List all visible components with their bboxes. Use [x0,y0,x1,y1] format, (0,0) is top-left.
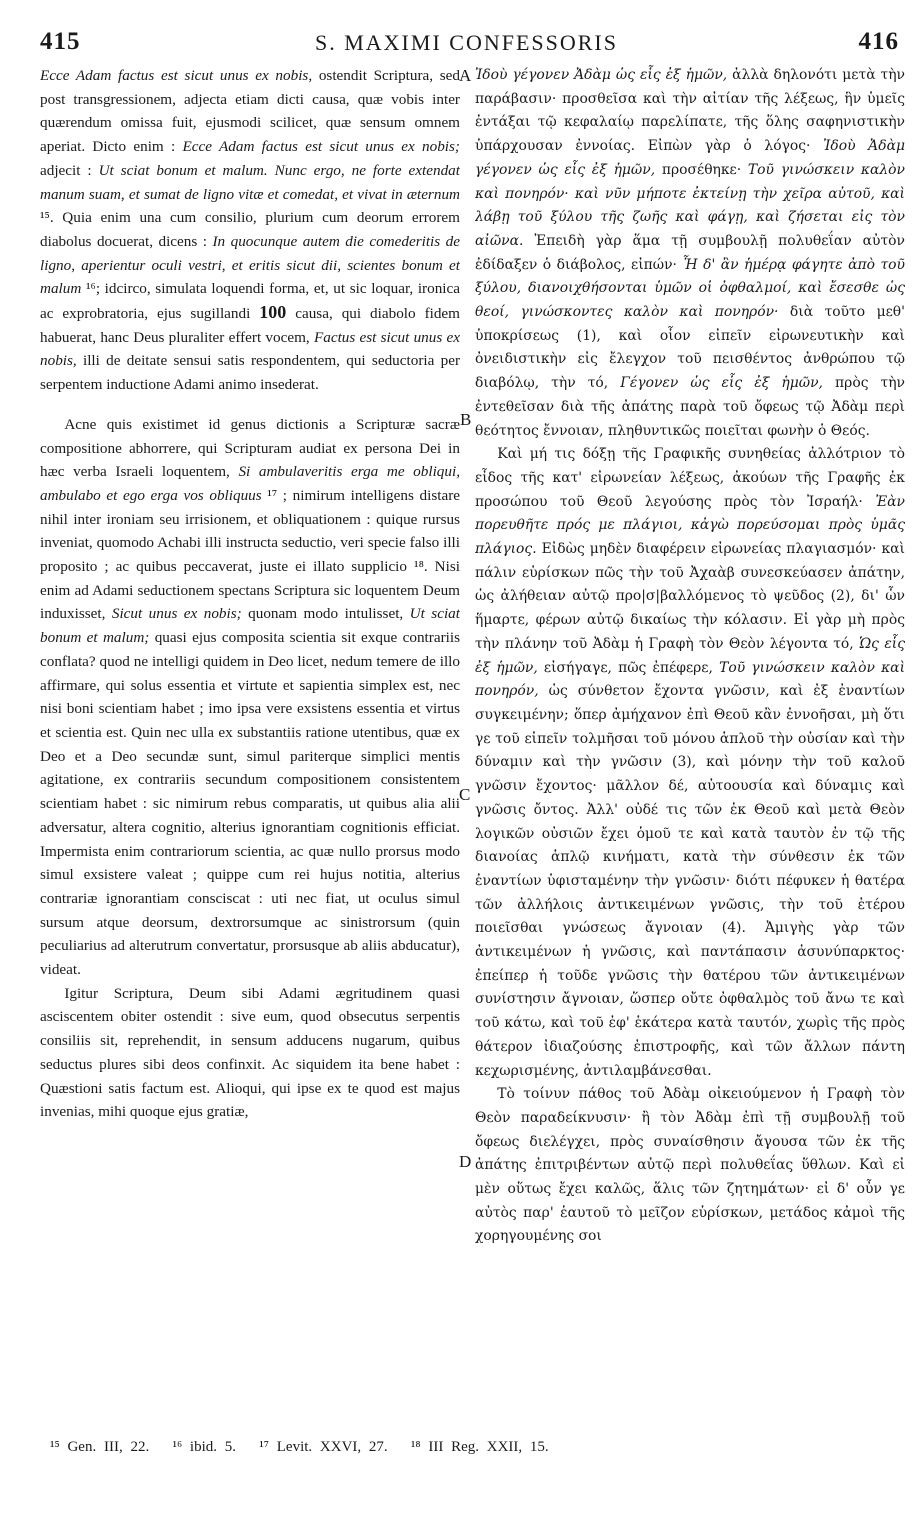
greek-paragraph-2: Καὶ μή τις δόξῃ τῆς Γραφικῆς συνηθείας ἀλλότριον τὸ εἶδος τῆς κατ' εἰρωνείαν λέξεως, ἀκούων τῆς Γραφῆς ἐκ προσώπου τοῦ Θεοῦ λεγούσης πρὸς τὸν Ἰσραήλ· Ἐὰν πορευθῆτε πρός με πλάγιοι, κἀγὼ πορεύσομαι πρὸς ὑμᾶς πλάγιος. Εἰδὼς μηδὲν διαφέρειν εἰρωνείας πλαγιασμόν· καὶ πάλιν εὑρίσκων πῶς τὴν τοῦ Ἀχαὰβ συνεσκεύασεν ἀπάτην, ὡς ἀλήθειαν αὐτῷ προ|σ|βαλλόμενος τὸ ψεῦδος (2), δι' ὧν ἥμαρτε, φέρων αὐτῷ δικαίως τὴν κόλασιν. Εἰ γὰρ μὴ πρὸς τὴν πλάνην τοῦ Ἀδὰμ ἡ Γραφὴ τὸν Θεὸν λέγοντα τό, Ὡς εἷς ἐξ ἡμῶν, εἰσήγαγε, πῶς ἐπέφερε, Τοῦ γινώσκειν καλὸν καὶ πονηρόν, ὡς σύνθετον ἔχοντα γνῶσιν, καὶ ἐξ ἐναντίων συγκειμένην; ὅπερ ἀμήχανον ἐπὶ Θεοῦ κἂν ἐννοῆσαι, μὴ ὅτι γε τοῦ εἰπεῖν τολμῆσαι τοῦ μόνου ἁπλοῦ τὴν οὐσίαν καὶ τὴν δύναμιν καὶ τὴν γνῶσιν (3), καὶ μόνην τὴν τοῦ καλοῦ γνῶσιν ἔχοντος· μᾶλλον δέ, αὐτοουσία καὶ δύναμις καὶ γνῶσις ὄντος. Ἀλλ' οὐδέ τις τῶν ἐκ Θεοῦ καὶ μετὰ Θεὸν λογικῶν οὐσιῶν ἔχει ὁμοῦ τε καὶ κατὰ ταυτὸν ἐν τῷ τῆς διανοίας ἁπλῷ κινήματι, κατὰ τὴν σύνθεσιν ἐκ τῶν ἐναντίων ὑφισταμένην τὴν γνῶσιν· διότι πέφυκεν ἡ θατέρα τῶν ἀλλήλοις ἀντικειμένων γνῶσις, τὴν τοῦ ἑτέρου ποιεῖσθαι γνώσεως ἄγνοιαν (4). Ἀμιγὴς γὰρ τῶν ἀντικειμένων ἡ γνῶσις, καὶ παντάπασιν ἀσυνύπαρκτος· ἐπείπερ ἡ τοῦδε γνῶσις τὴν θατέρου τῶν ἀντικειμένων συνίστησιν ἄγνοιαν, ὥσπερ οὔτε ὀφθαλμὸς τοῦ ἄνω τε καὶ τοῦ κάτω, καὶ τοῦ ἐφ' ἑκάτερα κατὰ ταυτόν, χωρὶς τῆς πρὸς θάτερον ἰδιαζούσης ἐπιστροφῆς, καὶ τῶν ἄλλων πάντη κεχωρισμένης, ἀντιλαμβάνεσθαι. [475,446,905,1079]
latin-paragraph-3: Igitur Scriptura, Deum sibi Adami ægritudinem quasi asciscentem obiter ostendit : sive eum, quod obsecutus serpentis consiliis sit, reprehendit, in sensum adducens nugarum, quibus seductus plures sibi deos confinxit. Ac siquidem ita bene habet : Quæstioni satis factum est. Alioqui, qui ipse ex te quod est majus invenias, mihi quoque ejus gratiæ, [40,984,460,1121]
page-number-right: 416 [858,28,899,55]
greek-paragraph-3: Τὸ τοίνυν πάθος τοῦ Ἀδὰμ οἰκειούμενον ἡ Γραφὴ τὸν Θεὸν παραδείκνυσιν· ἢ τὸν Ἀδὰμ ἐπὶ τῇ συμβουλῇ τοῦ ὄφεως διελέγχει, πρὸς συναίσθησιν ἄγουσα τῶν ἐκ τῆς ἀπάτης ἐπιτριβέντων αὐτῷ περὶ πολυθεΐας ὕθλων. Καὶ εἰ μὲν οὕτως ἔχει καλῶς, ἅλις τῶν ζητημάτων· εἰ δ' οὖν γε αὐτὸς παρ' ἑαυτοῦ τὸ μεῖζον εὑρίσκων, μετάδος κἀμοὶ τῆς χορηγουμένης σοι [475,1086,905,1245]
page-header [30,28,903,62]
margin-letter-b: B [460,410,472,429]
page-marker: 100 [259,302,287,323]
footnote-18: ¹⁸ III Reg. XXII, 15. [410,1439,549,1455]
margin-letter-d: D [459,1152,472,1171]
latin-column [40,64,460,1434]
footnotes [50,1436,893,1458]
running-title: S. MAXIMI CONFESSORIS [314,30,618,55]
footnote-16: ¹⁶ ibid. 5. [172,1439,237,1455]
greek-column [475,64,905,1434]
footnote-17: ¹⁷ Levit. XXVI, 27. [259,1439,388,1455]
latin-paragraph-2: Acne quis existimet id genus dictionis a Scripturæ sacræ compositione abhorrere, qui Scripturam audiat ex persona Dei in hæc verba Israeli loquentem, Si ambulaveritis erga me obliqui, ambulabo et ego erga vos obliquus ¹⁷ ; nimirum intelligens distare nihil inter ironiam seu irrisionem, et obliquationem : quique rursus inveniat, quomodo Achabi illi instructa seductio, veri specie falso illi proposito ; ac quibus peccaverat, juste ei illato supplicio ¹⁸. Nisi enim ad Adami seductionem spectans Scriptura sic loquentem Deum induxisset, Sicut unus ex nobis; quonam modo intulisset, Ut sciat bonum et malum; quasi ejus composita scientia sit exque contrariis conflata? quod ne intelligi quidem in Deo licet, nedum temere de illo affirmare, qui solus essentia et virtute et sapientia simplex est, nec nisi boni scientiam habet ; imo ipsa vere exsistens essentia et virtus et scientia est. Quin nec ulla ex substantiis ratione utentibus, quæ ex Deo et a Deo secundæ sunt, simul pariterque simplici mentis agitatione, ex contrariis secundum compositionem consistentem scientiam habet : sic nimirum rebus comparatis, ut quibus alia alii adversatur, altera cognitio, alterius ignorantiam cognitionis efficiat. Impermista enim contrariorum scientia, ac quæ nullo prorsus modo simul exsistere valeat ; quippe cum rei hujus notitia, alterius contrariæ ignorantiam consciscat : uti nec fiat, ut oculus simul sursum atque deorsum, dextrorsumque ac sinistrorsum (quin peculiarius ad alterutrum convertatur, prorsusque ab aliis abducatur), videat. [40,415,460,979]
footnote-15: ¹⁵ Gen. III, 22. [50,1439,150,1455]
page-number-left: 415 [40,28,81,55]
latin-paragraph-1: Ecce Adam factus est sicut unus ex nobis, ostendit Scriptura, sed post transgressionem, adjecta etiam dicti causa, quæ vobis inter quærendum omissa fuit, ejusmodi scilicet, quæ sensum omnem aperiat. Dicto enim : Ecce Adam factus est sicut unus ex nobis; adjecit : Ut sciat bonum et malum. Nunc ergo, ne forte extendat manum suam, et sumat de ligno vitæ et comedat, et vivat in æternum ¹⁵. Quia enim una cum consilio, plurium cum deorum errorem diabolus docuerat, dicens : In quocunque autem die comederitis de ligno, aperientur oculi vestri, et eritis sicut dii, scientes bonum et malum ¹⁶; idcirco, simulata loquendi forma, et, ut sic loquar, ironica ac exprobratoria, ejus sugillandi 100 causa, qui diabolo fidem habuerat, hanc Deus pluraliter effert vocem, Factus est sicut unus ex nobis, illi de deitate sensui satis respondentem, qui seductoria per serpentem inductione Adami animo insederat. [40,67,460,394]
greek-paragraph-1: Ἰδοὺ γέγονεν Ἀδὰμ ὡς εἷς ἐξ ἡμῶν, ἀλλὰ δηλονότι μετὰ τὴν παράβασιν· προσθεῖσα καὶ τὴν αἰτίαν τῆς λέξεως, ἣν ὑμεῖς ἐντάξαι τῷ κεφαλαίῳ παρελίπατε, τῆς ὅλης σαφηνιστικὴν ὑπάρχουσαν ἐννοίας. Εἰπὼν γὰρ ὁ λόγος· Ἰδοὺ Ἀδὰμ γέγονεν ὡς εἷς ἐξ ἡμῶν, προσέθηκε· Τοῦ γινώσκειν καλὸν καὶ πονηρόν· καὶ νῦν μήποτε ἐκτείνῃ τὴν χεῖρα αὐτοῦ, καὶ λάβῃ τοῦ ξύλου τῆς ζωῆς καὶ φάγῃ, καὶ ζήσεται εἰς τὸν αἰῶνα. Ἐπειδὴ γὰρ ἅμα τῇ συμβουλῇ πολυθεΐαν αὐτὸν ἐδίδαξεν ὁ διάβολος, εἰπών· Ἧ δ' ἂν ἡμέρᾳ φάγητε ἀπὸ τοῦ ξύλου, διανοιχθήσονται ὑμῶν οἱ ὀφθαλμοί, καὶ ἔσεσθε ὡς θεοί, γινώσκοντες καλὸν καὶ πονηρόν· διὰ τοῦτο μεθ' ὑποκρίσεως (1), καὶ οἷον εἰπεῖν εἰρωνευτικὴν καὶ ὀνειδιστικὴν εἰς ἔλεγχον τοῦ πεισθέντος ἀνθρώπου τῷ διαβόλῳ, τὴν τό, Γέγονεν ὡς εἷς ἐξ ἡμῶν, πρὸς τὴν ἐντεθεῖσαν διὰ τῆς ἀπάτης παρὰ τοῦ ὄφεως τῷ Ἀδὰμ περὶ θεότητος ἔννοιαν, πληθυντικῶς ποιεῖται φωνὴν ὁ Θεός. [475,67,905,439]
margin-letter-c: C [459,785,471,804]
margin-letter-a: A [459,66,472,85]
